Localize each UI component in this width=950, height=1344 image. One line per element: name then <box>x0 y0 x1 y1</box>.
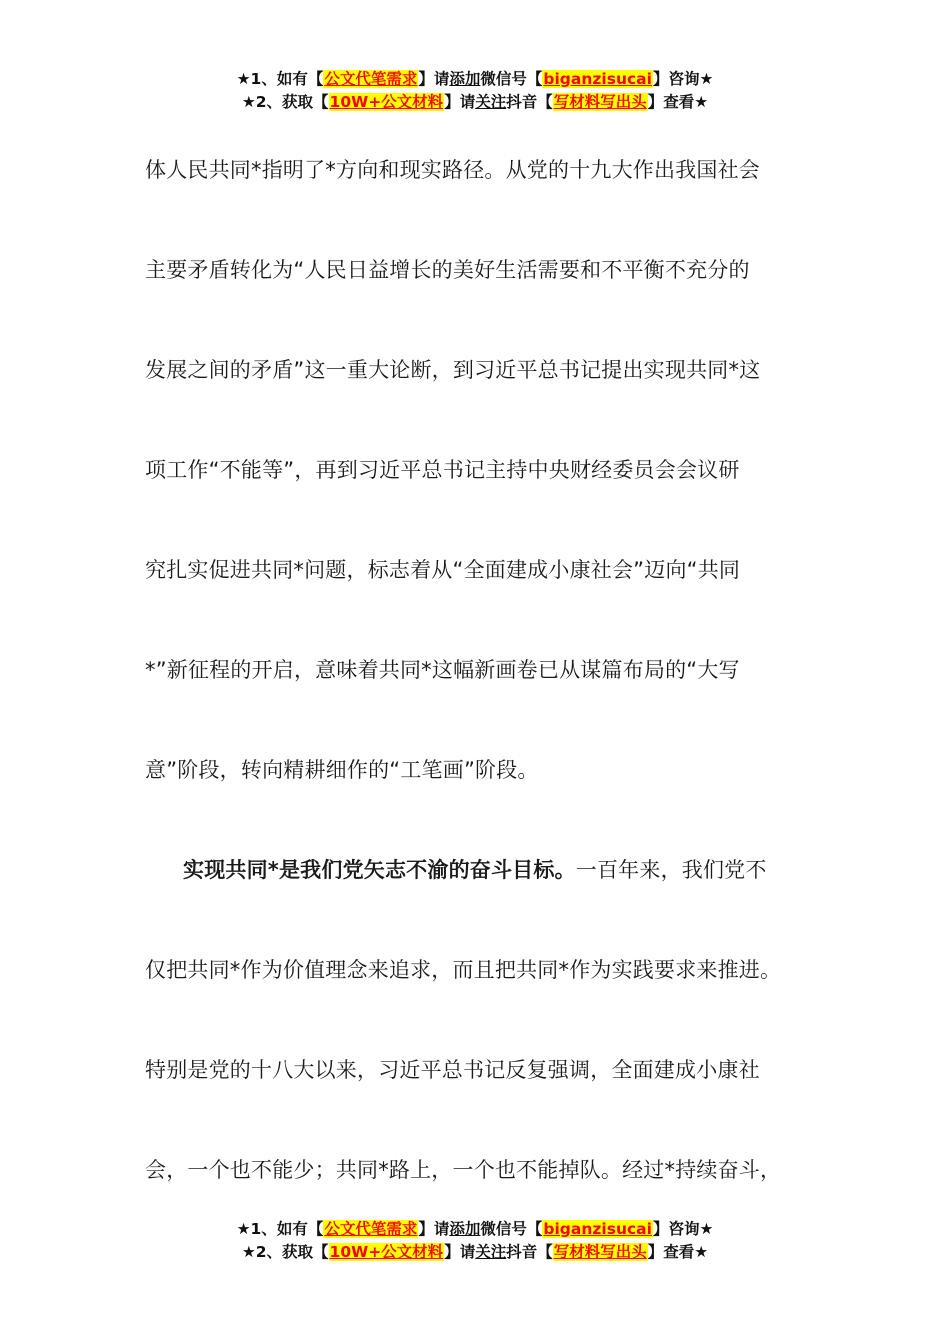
paragraph-2-first-rest: 一百年来，我们党不 <box>575 858 767 882</box>
body-line: 意”阶段，转向精耕细作的“工笔画”阶段。 <box>145 758 539 782</box>
footer-line-2-please: 】请 <box>444 1243 476 1261</box>
document-body <box>145 120 845 1220</box>
footer-banner <box>0 1218 950 1264</box>
body-line: *”新征程的开启，意味着共同*这幅新画卷已从谋篇布局的“大写 <box>145 658 740 682</box>
body-line: 特别是党的十八大以来，习近平总书记反复强调，全面建成小康社 <box>145 1058 760 1082</box>
body-line: 仅把共同*作为价值理念来追求，而且把共同*作为实践要求来推进。 <box>145 958 782 982</box>
footer-line-1 <box>0 1218 950 1241</box>
service-highlight: 公文代笔需求 <box>324 70 418 88</box>
header-line-2-douyin: 抖音【 <box>506 93 553 111</box>
header-line-2-please: 】请 <box>444 93 476 111</box>
body-line: 发展之间的矛盾”这一重大论断，到习近平总书记提出实现共同*这 <box>145 358 761 382</box>
materials-highlight: 10W+公文材料 <box>329 93 444 111</box>
douyin-account: 写材料写出头 <box>553 93 647 111</box>
footer-line-2 <box>0 1241 950 1264</box>
footer-line-1-suffix: 】咨询★ <box>652 1220 714 1238</box>
paragraph-2-lead: 实现共同*是我们党矢志不渝的奋斗目标。 <box>183 858 576 882</box>
header-line-1-wechat: 微信号【 <box>480 70 543 88</box>
footer-line-2-douyin: 抖音【 <box>506 1243 553 1261</box>
header-line-1-please: 】请 <box>418 70 450 88</box>
wechat-id: biganzisucai <box>543 70 652 88</box>
follow-emphasis: 关注 <box>475 93 507 111</box>
header-line-2-suffix: 】查看★ <box>647 93 709 111</box>
body-line: 体人民共同*指明了*方向和现实路径。从党的十九大作出我国社会 <box>145 158 760 182</box>
add-emphasis: 添加 <box>449 70 481 88</box>
body-line: 项工作“不能等”，再到习近平总书记主持中央财经委员会会议研 <box>145 458 740 482</box>
body-line: 究扎实促进共同*问题，标志着从“全面建成小康社会”迈向“共同 <box>145 558 741 582</box>
wechat-id: biganzisucai <box>543 1220 652 1238</box>
header-line-2 <box>0 91 950 114</box>
add-emphasis: 添加 <box>449 1220 481 1238</box>
service-highlight: 公文代笔需求 <box>324 1220 418 1238</box>
body-line: 会，一个也不能少；共同*路上，一个也不能掉队。经过*持续奋斗， <box>145 1158 782 1182</box>
footer-line-2-prefix: ★2、获取【 <box>241 1243 329 1261</box>
follow-emphasis: 关注 <box>475 1243 507 1261</box>
materials-highlight: 10W+公文材料 <box>329 1243 444 1261</box>
header-line-2-prefix: ★2、获取【 <box>241 93 329 111</box>
header-line-1 <box>0 68 950 91</box>
paragraph-2-first-line <box>145 820 845 920</box>
header-banner <box>0 68 950 114</box>
footer-line-2-suffix: 】查看★ <box>647 1243 709 1261</box>
footer-line-1-please: 】请 <box>418 1220 450 1238</box>
footer-line-1-prefix: ★1、如有【 <box>236 1220 324 1238</box>
body-line: 主要矛盾转化为“人民日益增长的美好生活需要和不平衡不充分的 <box>145 258 750 282</box>
header-line-1-suffix: 】咨询★ <box>652 70 714 88</box>
header-line-1-prefix: ★1、如有【 <box>236 70 324 88</box>
douyin-account: 写材料写出头 <box>553 1243 647 1261</box>
footer-line-1-wechat: 微信号【 <box>480 1220 543 1238</box>
